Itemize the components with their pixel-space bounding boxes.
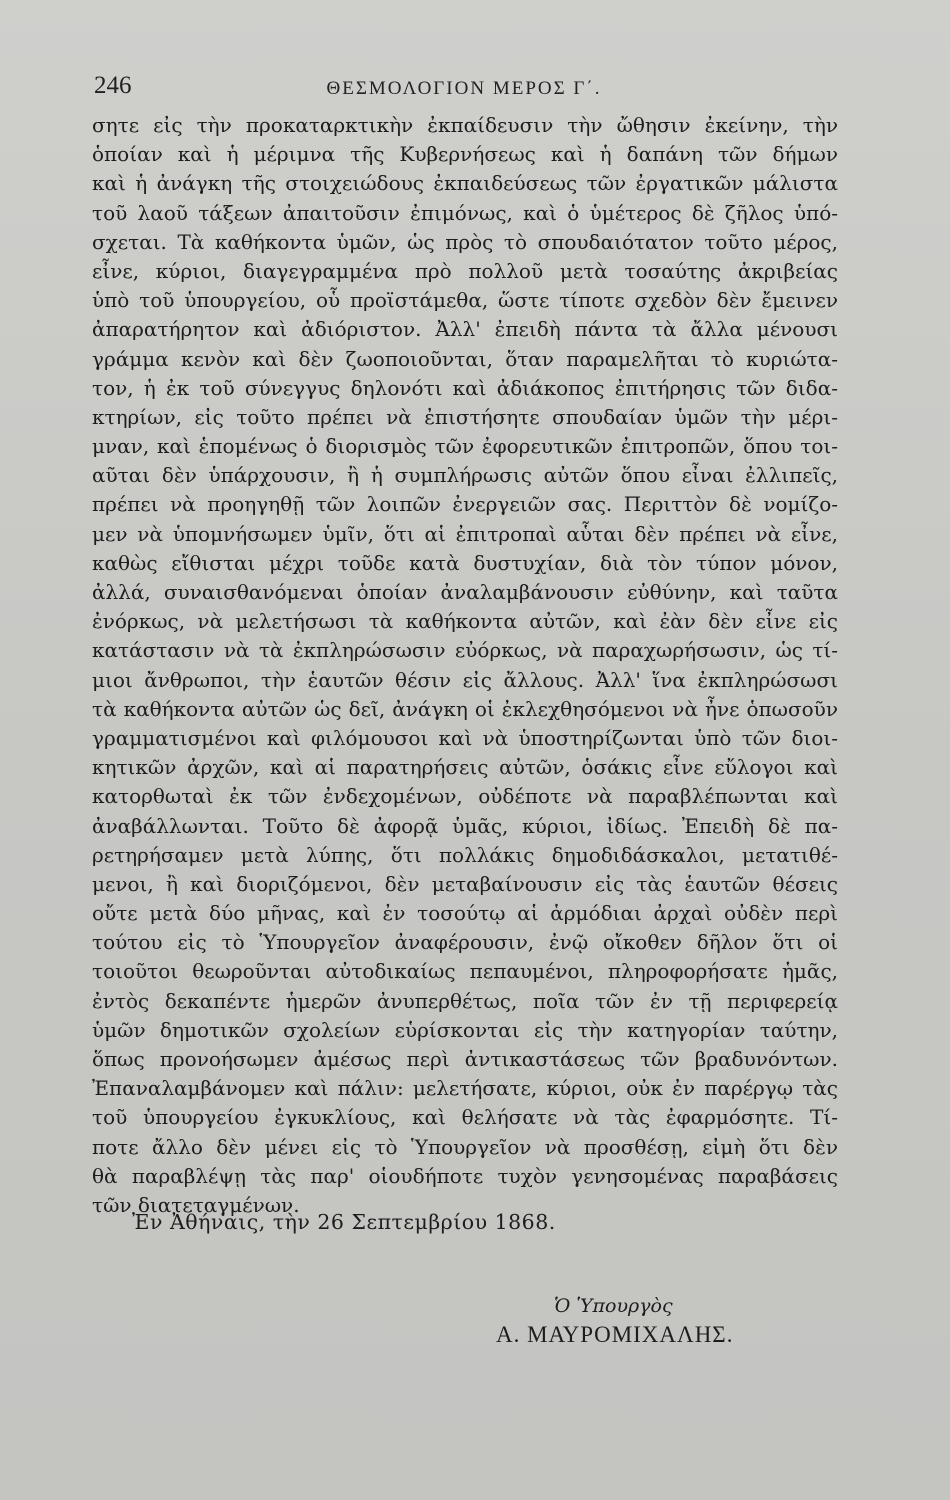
text-line: ὁποίαν καὶ ἡ μέριμνα τῆς Κυβερνήσεως καὶ ἡ δαπάνη τῶν δήμων (92, 142, 838, 167)
body-text (92, 111, 838, 1220)
text-line: τούτου εἰς τὸ Ὑπουργεῖον ἀναφέρουσιν, ἐνῷ οἴκοθεν δῆλον ὅτι οἱ (92, 930, 838, 955)
text-line: ἐνόρκως, νὰ μελετήσωσι τὰ καθήκοντα αὐτῶν, καὶ ἐὰν δὲν εἶνε εἰς (92, 609, 838, 634)
text-line: ἀλλά, συναισθανόμεναι ὁποίαν ἀναλαμβάνουσιν εὐθύνην, καὶ ταῦτα (92, 580, 838, 604)
text-line: γραμματισμένοι καὶ φιλόμουσοι καὶ νὰ ὑποστηρίζωνται ὑπὸ τῶν διοι- (92, 725, 838, 750)
text-line: τον, ἡ ἐκ τοῦ σύνεγγυς δηλονότι καὶ ἀδιάκοπος ἐπιτήρησις τῶν διδα- (92, 375, 838, 400)
signatory-name: Α. ΜΑΥΡΟΜΙΧΑΛΗΣ. (496, 1322, 734, 1347)
text-line: τὰ καθήκοντα αὐτῶν ὡς δεῖ, ἀνάγκη οἱ ἐκλεχθησόμενοι νὰ ἦνε ὁπωσοῦν (92, 696, 838, 721)
text-line: ἐντὸς δεκαπέντε ἡμερῶν ἀνυπερθέτως, ποῖα τῶν ἐν τῇ περιφερείᾳ (92, 988, 838, 1013)
text-line: μεν νὰ ὑπομνήσωμεν ὑμῖν, ὅτι αἱ ἐπιτροπαὶ αὗται δὲν πρέπει νὰ εἶνε, (92, 521, 838, 546)
text-line: ἀναβάλλωνται. Τοῦτο δὲ ἀφορᾷ ὑμᾶς, κύριοι, ἰδίως. Ἐπειδὴ δὲ πα- (92, 813, 838, 838)
text-line: τοῦ λαοῦ τάξεων ἀπαιτοῦσιν ἐπιμόνως, καὶ ὁ ὑμέτερος δὲ ζῆλος ὑπό- (92, 200, 838, 225)
text-line: σητε εἰς τὴν προκαταρκτικὴν ἐκπαίδευσιν τὴν ὤθησιν ἐκείνην, τὴν (92, 113, 838, 137)
text-line: καθὼς εἴθισται μέχρι τοῦδε κατὰ δυστυχίαν, διὰ τὸν τύπον μόνον, (92, 550, 838, 575)
text-line: μιοι ἄνθρωποι, τὴν ἑαυτῶν θέσιν εἰς ἄλλους. Ἀλλ' ἵνα ἐκπληρώσωσι (92, 667, 838, 692)
text-line: οὔτε μετὰ δύο μῆνας, καὶ ἐν τοσούτῳ αἱ ἁρμόδιαι ἀρχαὶ οὐδὲν περὶ (92, 901, 838, 926)
text-line: ὅπως προνοήσωμεν ἀμέσως περὶ ἀντικαστάσεως τῶν βραδυνόντων. (92, 1047, 838, 1071)
text-line: σχεται. Τὰ καθήκοντα ὑμῶν, ὡς πρὸς τὸ σπουδαιότατον τοῦτο μέρος, (92, 229, 838, 254)
text-line: κτηρίων, εἰς τοῦτο πρέπει νὰ ἐπιστήσητε σπουδαίαν ὑμῶν τὴν μέρι- (92, 404, 838, 429)
text-line: κητικῶν ἀρχῶν, καὶ αἱ παρατηρήσεις αὐτῶν, ὁσάκις εἶνε εὔλογοι καὶ (92, 755, 838, 780)
text-line: Ἐπαναλαμβάνομεν καὶ πάλιν: μελετήσατε, κύριοι, οὐκ ἐν παρέργῳ τὰς (92, 1076, 838, 1101)
signatory-role: Ὁ Ὑπουργὸς (554, 1295, 673, 1317)
text-line: αῦται δὲν ὑπάρχουσιν, ἢ ἡ συμπλήρωσις αὐτῶν ὅπου εἶναι ἐλλιπεῖς, (92, 463, 838, 488)
text-line: κατορθωταὶ ἐκ τῶν ἐνδεχομένων, οὐδέποτε νὰ παραβλέπωνται καὶ (92, 784, 838, 809)
text-line: εἶνε, κύριοι, διαγεγραμμένα πρὸ πολλοῦ μετὰ τοσαύτης ἀκριβείας (92, 258, 838, 283)
running-title: ΘΕΣΜΟΛΟΓΙΟΝ ΜΕΡΟΣ Γ΄. (326, 78, 602, 99)
text-line: μναν, καὶ ἑπομένως ὁ διορισμὸς τῶν ἐφορευτικῶν ἐπιτροπῶν, ὅπου τοι- (92, 434, 838, 459)
text-line: ποτε ἄλλο δὲν μένει εἰς τὸ Ὑπουργεῖον νὰ προσθέσῃ, εἰμὴ ὅτι δὲν (92, 1134, 838, 1159)
page-header (94, 72, 834, 102)
text-line: ὑμῶν δημοτικῶν σχολείων εὑρίσκονται εἰς τὴν κατηγορίαν ταύτην, (92, 1017, 838, 1042)
text-line: γράμμα κενὸν καὶ δὲν ζωοποιοῦνται, ὅταν παραμελῆται τὸ κυριώτα- (92, 346, 838, 371)
text-line: θὰ παραβλέψῃ τὰς παρ' οἱουδήποτε τυχὸν γενησομένας παραβάσεις (92, 1163, 838, 1188)
text-line: τοῦ ὑπουργείου ἐγκυκλίους, καὶ θελήσατε νὰ τὰς ἐφαρμόσητε. Τί- (92, 1105, 838, 1130)
text-line: κατάστασιν νὰ τὰ ἐκπληρώσωσιν εὐόρκως, νὰ παραχωρήσωσιν, ὡς τί- (92, 638, 838, 663)
text-line: μενοι, ἢ καὶ διοριζόμενοι, δὲν μεταβαίνουσιν εἰς τὰς ἑαυτῶν θέσεις (92, 871, 838, 896)
text-line: ὑπὸ τοῦ ὑπουργείου, οὗ προϊστάμεθα, ὥστε τίποτε σχεδὸν δὲν ἔμεινεν (92, 288, 838, 313)
text-line: καὶ ἡ ἀνάγκη τῆς στοιχειώδους ἐκπαιδεύσεως τῶν ἐργατικῶν μάλιστα (92, 171, 838, 196)
text-line: τῶν διατεταγμένων. (92, 1192, 300, 1217)
text-line: τοιοῦτοι θεωροῦνται αὐτοδικαίως πεπαυμένοι, πληροφορήσατε ἡμᾶς, (92, 959, 838, 984)
text-line: ρετηρήσαμεν μετὰ λύπης, ὅτι πολλάκις δημοδιδάσκαλοι, μετατιθέ- (92, 842, 838, 867)
text-line: πρέπει νὰ προηγηθῇ τῶν λοιπῶν ἐνεργειῶν σας. Περιττὸν δὲ νομίζο- (92, 492, 838, 517)
page-number: 246 (94, 72, 132, 99)
text-line: ἀπαρατήρητον καὶ ἀδιόριστον. Ἀλλ' ἐπειδὴ πάντα τὰ ἄλλα μένουσι (92, 317, 838, 342)
dateline: Ἐν Ἀθήναις, τὴν 26 Σεπτεμβρίου 1868. (132, 1210, 556, 1234)
